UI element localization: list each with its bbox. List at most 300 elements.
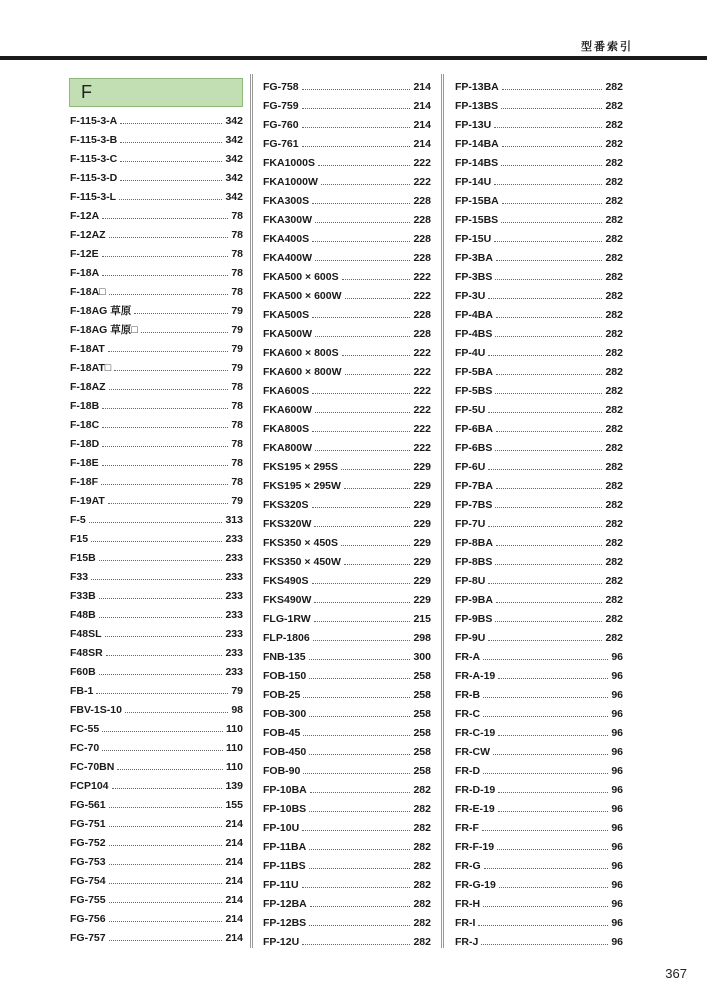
dot-leader — [488, 526, 602, 527]
model-code: F-18F — [70, 476, 99, 488]
model-code: FP-13U — [455, 119, 492, 131]
dot-leader — [310, 906, 411, 907]
page-reference: 78 — [231, 476, 243, 488]
model-code: F60B — [70, 666, 96, 678]
model-code: FOB-300 — [263, 708, 307, 720]
dot-leader — [481, 944, 608, 945]
dot-leader — [302, 944, 410, 945]
model-code: FP-5U — [455, 404, 486, 416]
page-reference: 282 — [605, 290, 623, 302]
dot-leader — [109, 845, 223, 846]
page-reference: 282 — [605, 157, 623, 169]
page-reference: 96 — [611, 936, 623, 948]
page-reference: 229 — [413, 537, 431, 549]
page-reference: 96 — [611, 879, 623, 891]
index-entry — [263, 173, 431, 192]
dot-leader — [109, 807, 223, 808]
index-entry — [263, 382, 431, 401]
model-code: FKA600S — [263, 385, 310, 397]
dot-leader — [102, 465, 229, 466]
model-code: FP-3U — [455, 290, 486, 302]
page-reference: 229 — [413, 499, 431, 511]
index-entry — [263, 800, 431, 819]
index-entry — [263, 743, 431, 762]
index-entry — [455, 268, 623, 287]
index-column-2 — [263, 78, 431, 952]
model-code: FC-70BN — [70, 761, 115, 773]
index-entry — [70, 720, 243, 739]
index-entry — [263, 458, 431, 477]
model-code: FP-5BA — [455, 366, 493, 378]
page-reference: 258 — [413, 765, 431, 777]
model-code: F-18AT□ — [70, 362, 112, 374]
model-code: F-115-3-B — [70, 134, 118, 146]
page-reference: 228 — [413, 214, 431, 226]
index-entry — [455, 762, 623, 781]
index-entry — [70, 245, 243, 264]
dot-leader — [501, 108, 602, 109]
dot-leader — [482, 830, 608, 831]
index-entry — [455, 382, 623, 401]
dot-leader — [501, 222, 602, 223]
page-reference: 229 — [413, 594, 431, 606]
model-code: FR-A — [455, 651, 481, 663]
dot-leader — [488, 412, 602, 413]
index-entry — [455, 686, 623, 705]
index-entry — [263, 496, 431, 515]
dot-leader — [488, 469, 602, 470]
model-code: FP-3BS — [455, 271, 493, 283]
index-entry — [263, 819, 431, 838]
dot-leader — [312, 203, 410, 204]
model-code: FP-12U — [263, 936, 300, 948]
model-code: F-18B — [70, 400, 100, 412]
index-entry — [70, 378, 243, 397]
index-entry — [70, 473, 243, 492]
index-entry — [455, 439, 623, 458]
page-reference: 282 — [413, 898, 431, 910]
model-code: FR-H — [455, 898, 481, 910]
dot-leader — [345, 374, 411, 375]
page-reference: 96 — [611, 670, 623, 682]
page-reference: 282 — [413, 841, 431, 853]
page-reference: 214 — [225, 875, 243, 887]
index-entry — [70, 872, 243, 891]
dot-leader — [344, 564, 411, 565]
model-code: FP-10BA — [263, 784, 307, 796]
model-code: FKS195 × 295S — [263, 461, 339, 473]
dot-leader — [302, 146, 411, 147]
page-reference: 228 — [413, 233, 431, 245]
index-entry — [455, 116, 623, 135]
model-code: FKS490W — [263, 594, 312, 606]
page-reference: 96 — [611, 708, 623, 720]
index-entry — [70, 777, 243, 796]
dot-leader — [99, 560, 223, 561]
index-entry — [455, 724, 623, 743]
model-code: FKA400W — [263, 252, 313, 264]
dot-leader — [309, 925, 410, 926]
page-reference: 342 — [225, 115, 243, 127]
index-entry — [70, 435, 243, 454]
index-entry — [70, 682, 243, 701]
model-code: FP-8BS — [455, 556, 493, 568]
index-entry — [70, 416, 243, 435]
page-reference: 282 — [605, 594, 623, 606]
index-entry — [455, 230, 623, 249]
page-reference: 214 — [225, 856, 243, 868]
index-entry — [455, 591, 623, 610]
page-reference: 222 — [413, 157, 431, 169]
model-code: FP-8U — [455, 575, 486, 587]
model-code: F-18AT — [70, 343, 105, 355]
column-divider — [250, 74, 253, 948]
dot-leader — [125, 712, 228, 713]
dot-leader — [303, 697, 410, 698]
model-code: FKS195 × 295W — [263, 480, 341, 492]
dot-leader — [312, 583, 411, 584]
dot-leader — [496, 431, 603, 432]
index-entry — [263, 439, 431, 458]
model-code: FKA600 × 800S — [263, 347, 339, 359]
page-reference: 233 — [225, 666, 243, 678]
dot-leader — [309, 811, 410, 812]
index-entry — [263, 363, 431, 382]
model-code: FG-751 — [70, 818, 106, 830]
index-entry — [263, 610, 431, 629]
page-reference: 98 — [231, 704, 243, 716]
page-reference: 282 — [605, 461, 623, 473]
index-entry — [70, 321, 243, 340]
index-entry — [70, 568, 243, 587]
index-entry — [70, 834, 243, 853]
dot-leader — [109, 237, 229, 238]
model-code: FKA500W — [263, 328, 313, 340]
model-code: F-19AT — [70, 495, 105, 507]
dot-leader — [496, 317, 603, 318]
dot-leader — [310, 792, 411, 793]
model-code: FKS350 × 450S — [263, 537, 339, 549]
index-entry — [455, 515, 623, 534]
page-reference: 229 — [413, 480, 431, 492]
page-reference: 79 — [231, 495, 243, 507]
dot-leader — [483, 773, 608, 774]
page-reference: 228 — [413, 252, 431, 264]
page-reference: 78 — [231, 438, 243, 450]
column-divider — [441, 74, 444, 948]
model-code: FR-C-19 — [455, 727, 496, 739]
dot-leader — [493, 754, 608, 755]
index-entry — [455, 553, 623, 572]
page-reference: 282 — [605, 366, 623, 378]
page-reference: 78 — [231, 400, 243, 412]
index-entry — [455, 249, 623, 268]
dot-leader — [341, 545, 410, 546]
dot-leader — [102, 427, 228, 428]
dot-leader — [495, 393, 602, 394]
page-reference: 282 — [605, 499, 623, 511]
page-reference: 78 — [231, 419, 243, 431]
index-entry — [455, 287, 623, 306]
page-reference: 258 — [413, 689, 431, 701]
page-reference: 78 — [231, 229, 243, 241]
dot-leader — [344, 488, 411, 489]
index-entry — [263, 97, 431, 116]
model-code: F-18A□ — [70, 286, 106, 298]
dot-leader — [302, 89, 411, 90]
page-reference: 96 — [611, 822, 623, 834]
dot-leader — [315, 222, 410, 223]
dot-leader — [315, 450, 410, 451]
index-entry — [263, 648, 431, 667]
page-reference: 110 — [226, 761, 243, 773]
page-reference: 282 — [605, 480, 623, 492]
model-code: FR-B — [455, 689, 481, 701]
model-code: FP-7BS — [455, 499, 493, 511]
page-reference: 96 — [611, 784, 623, 796]
dot-leader — [315, 412, 410, 413]
page-reference: 282 — [605, 328, 623, 340]
dot-leader — [495, 336, 602, 337]
page-reference: 228 — [413, 195, 431, 207]
dot-leader — [314, 621, 411, 622]
model-code: F-18C — [70, 419, 100, 431]
page-reference: 282 — [605, 214, 623, 226]
page-reference: 282 — [605, 81, 623, 93]
model-code: FG-753 — [70, 856, 106, 868]
dot-leader — [313, 640, 411, 641]
page-reference: 342 — [225, 153, 243, 165]
dot-leader — [494, 241, 602, 242]
page-reference: 282 — [413, 784, 431, 796]
page-reference: 214 — [413, 138, 431, 150]
page-reference: 78 — [231, 248, 243, 260]
dot-leader — [488, 640, 602, 641]
page-reference: 298 — [413, 632, 431, 644]
page-reference: 282 — [605, 404, 623, 416]
index-entry — [455, 743, 623, 762]
dot-leader — [117, 769, 223, 770]
dot-leader — [314, 602, 410, 603]
model-code: FB-1 — [70, 685, 94, 697]
index-entry — [455, 838, 623, 857]
dot-leader — [312, 393, 410, 394]
model-code: FC-55 — [70, 723, 100, 735]
index-entry — [70, 796, 243, 815]
index-entry — [263, 914, 431, 933]
index-entry — [263, 933, 431, 952]
model-code: FP-15BS — [455, 214, 499, 226]
model-code: FG-754 — [70, 875, 106, 887]
index-entry — [455, 363, 623, 382]
model-code: FR-D — [455, 765, 481, 777]
dot-leader — [498, 735, 608, 736]
index-entry — [263, 116, 431, 135]
index-entry — [455, 97, 623, 116]
index-entry — [70, 853, 243, 872]
model-code: FP-8BA — [455, 537, 493, 549]
page-reference: 78 — [231, 286, 243, 298]
page-reference: 282 — [605, 385, 623, 397]
dot-leader — [302, 887, 411, 888]
dot-leader — [484, 868, 609, 869]
model-code: FP-11BA — [263, 841, 307, 853]
dot-leader — [342, 355, 411, 356]
model-code: FP-11BS — [263, 860, 306, 872]
index-entry — [70, 549, 243, 568]
dot-leader — [496, 488, 603, 489]
dot-leader — [496, 602, 603, 603]
model-code: FP-7U — [455, 518, 486, 530]
model-code: FR-E-19 — [455, 803, 495, 815]
model-code: FR-F-19 — [455, 841, 495, 853]
dot-leader — [109, 826, 223, 827]
index-entry — [263, 325, 431, 344]
model-code: FP-10U — [263, 822, 300, 834]
page-reference: 282 — [413, 822, 431, 834]
index-entry — [70, 587, 243, 606]
dot-leader — [483, 716, 608, 717]
page-reference: 214 — [413, 81, 431, 93]
page-reference: 313 — [225, 514, 243, 526]
index-entry — [455, 819, 623, 838]
dot-leader — [120, 142, 222, 143]
index-entry — [263, 705, 431, 724]
page-reference: 282 — [605, 195, 623, 207]
index-column-3 — [455, 78, 623, 952]
model-code: FP-13BA — [455, 81, 499, 93]
page-reference: 215 — [413, 613, 431, 625]
model-code: F-12AZ — [70, 229, 106, 241]
dot-leader — [312, 431, 410, 432]
dot-leader — [109, 294, 229, 295]
index-entry — [263, 762, 431, 781]
page-reference: 78 — [231, 210, 243, 222]
model-code: FP-14U — [455, 176, 492, 188]
page-reference: 96 — [611, 651, 623, 663]
index-entry — [70, 644, 243, 663]
model-code: FP-15BA — [455, 195, 499, 207]
dot-leader — [498, 678, 608, 679]
dot-leader — [502, 89, 603, 90]
page-reference: 222 — [413, 271, 431, 283]
index-entry — [455, 173, 623, 192]
dot-leader — [496, 260, 603, 261]
dot-leader — [488, 355, 602, 356]
model-code: FP-15U — [455, 233, 492, 245]
model-code: FR-I — [455, 917, 476, 929]
index-entry — [263, 420, 431, 439]
model-code: F-18D — [70, 438, 100, 450]
model-code: FG-758 — [263, 81, 299, 93]
index-entry — [70, 169, 243, 188]
page-reference: 282 — [605, 575, 623, 587]
index-entry — [455, 420, 623, 439]
index-entry — [70, 112, 243, 131]
dot-leader — [488, 583, 602, 584]
index-entry — [455, 648, 623, 667]
dot-leader — [106, 655, 223, 656]
model-code: FR-J — [455, 936, 479, 948]
index-entry — [455, 401, 623, 420]
dot-leader — [495, 279, 602, 280]
page-reference: 282 — [605, 518, 623, 530]
page-reference: 282 — [605, 233, 623, 245]
index-entry — [70, 701, 243, 720]
page-reference: 78 — [231, 381, 243, 393]
index-entry — [263, 591, 431, 610]
dot-leader — [478, 925, 608, 926]
model-code: FOB-150 — [263, 670, 307, 682]
model-code: FKA600 × 800W — [263, 366, 342, 378]
section-heading: F — [69, 78, 243, 107]
index-entry — [263, 629, 431, 648]
model-code: FP-6BS — [455, 442, 493, 454]
model-code: FR-CW — [455, 746, 490, 758]
index-entry — [455, 629, 623, 648]
dot-leader — [119, 199, 222, 200]
index-entry — [455, 857, 623, 876]
dot-leader — [501, 165, 602, 166]
model-code: FR-D-19 — [455, 784, 496, 796]
page-reference: 282 — [605, 556, 623, 568]
index-entry — [263, 477, 431, 496]
dot-leader — [341, 469, 410, 470]
index-entry — [455, 933, 623, 952]
page-reference: 258 — [413, 746, 431, 758]
model-code: FP-5BS — [455, 385, 493, 397]
index-entry — [263, 876, 431, 895]
page-reference: 222 — [413, 404, 431, 416]
dot-leader — [114, 370, 228, 371]
index-entry — [70, 131, 243, 150]
model-code: FKA1000S — [263, 157, 315, 169]
page-reference: 222 — [413, 347, 431, 359]
page-reference: 282 — [605, 423, 623, 435]
index-entry — [70, 283, 243, 302]
page-reference: 282 — [605, 632, 623, 644]
page-reference: 258 — [413, 670, 431, 682]
index-entry — [263, 401, 431, 420]
page-reference: 258 — [413, 708, 431, 720]
page-reference: 214 — [413, 119, 431, 131]
page-number: 367 — [665, 966, 687, 981]
model-code: FG-755 — [70, 894, 106, 906]
index-entry — [263, 249, 431, 268]
dot-leader — [99, 617, 223, 618]
dot-leader — [309, 678, 410, 679]
model-code: F-12E — [70, 248, 99, 260]
model-code: F48SL — [70, 628, 102, 640]
index-entry — [455, 876, 623, 895]
model-code: F-18A — [70, 267, 100, 279]
page-reference: 233 — [225, 590, 243, 602]
model-code: FP-4U — [455, 347, 486, 359]
dot-leader — [494, 184, 602, 185]
page-reference: 79 — [231, 343, 243, 355]
dot-leader — [495, 564, 602, 565]
dot-leader — [109, 902, 223, 903]
page-reference: 96 — [611, 841, 623, 853]
index-entry — [455, 211, 623, 230]
model-code: FG-757 — [70, 932, 106, 944]
page-reference: 282 — [413, 860, 431, 872]
model-code: F-18AZ — [70, 381, 106, 393]
page-reference: 78 — [231, 267, 243, 279]
page-reference: 282 — [605, 347, 623, 359]
model-code: FP-6BA — [455, 423, 493, 435]
index-entry — [455, 477, 623, 496]
